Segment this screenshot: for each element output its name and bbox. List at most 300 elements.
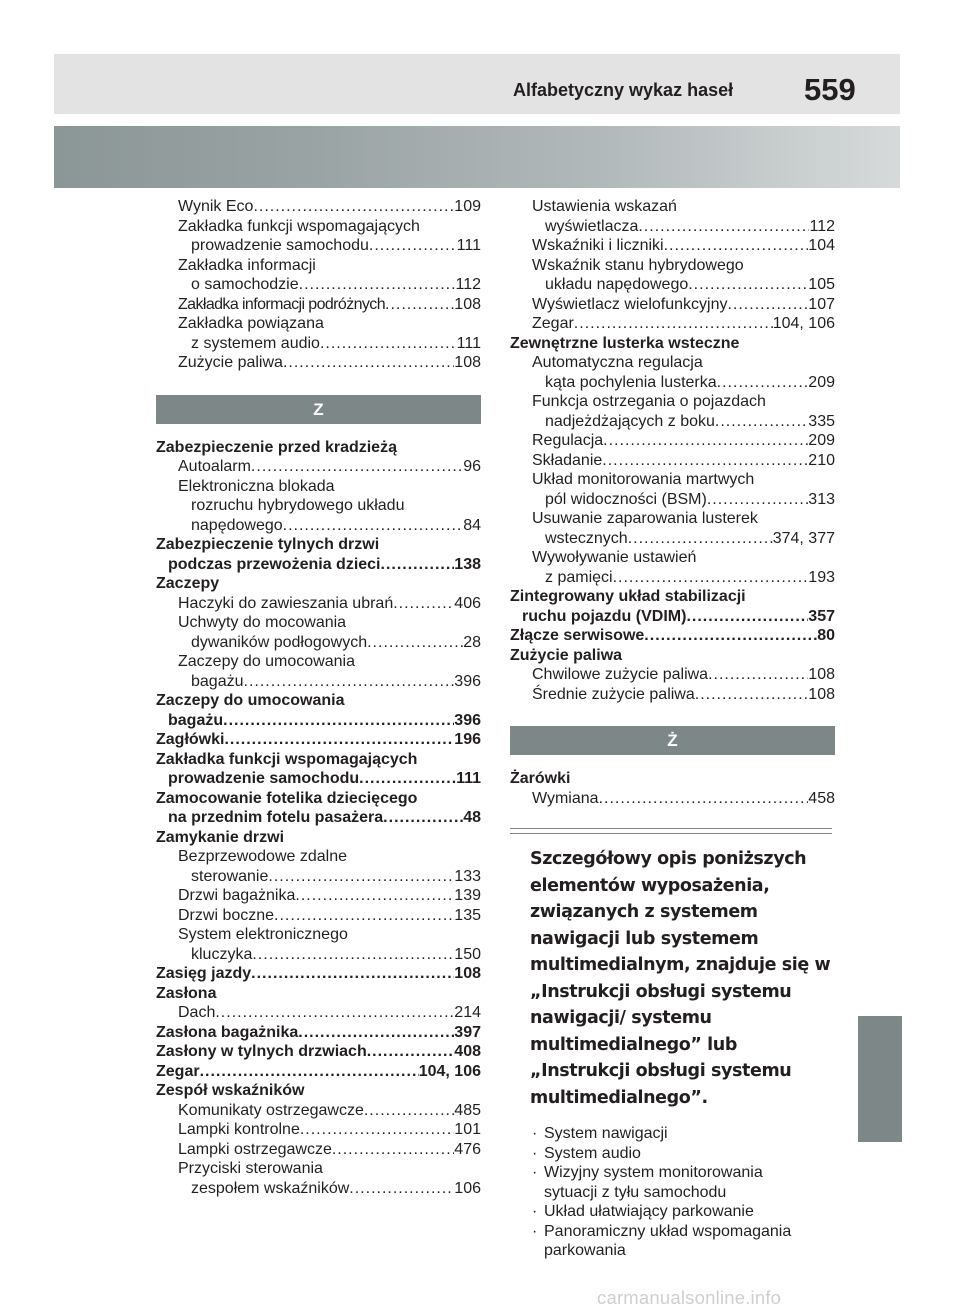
index-entry-line <box>156 672 481 692</box>
note-paragraph: Szczegółowy opis poniższych elementów wyposażenia, związanych z systemem nawigacji lub systemem multimedialnym, znajduje się w „Instrukcji obsługi systemu nawigacji/ systemu multimedialnego” lub „Instrukcji obsługi systemu multimedialnego”. <box>530 849 831 1108</box>
page-reference: 135 <box>454 906 481 924</box>
index-entry-line <box>156 457 481 477</box>
dot-leader <box>320 334 457 354</box>
index-entry <box>510 665 835 685</box>
index-list <box>156 197 481 373</box>
entry-label: Zużycie paliwa <box>510 646 623 664</box>
entry-label: Zakładka funkcji wspomagających <box>178 217 420 235</box>
bullet-item <box>530 1144 835 1164</box>
index-entry <box>156 1023 481 1043</box>
dot-leader <box>251 964 454 984</box>
dot-leader <box>628 529 773 549</box>
entry-label: Zakładka powiązana <box>178 315 324 332</box>
dot-leader <box>708 665 808 685</box>
entry-label: Elektroniczna blokada <box>178 477 335 495</box>
entry-label: kąta pochylenia lusterka <box>545 373 717 391</box>
dot-leader <box>644 626 817 646</box>
index-entry <box>156 353 481 373</box>
index-entry <box>156 1042 481 1062</box>
dot-leader <box>688 275 808 295</box>
entry-label: Zespół wskaźników <box>156 1082 305 1099</box>
index-entry-line <box>156 295 481 315</box>
index-entry-line <box>156 633 481 653</box>
index-entry-line <box>156 334 481 354</box>
bullet-text: Układ ułatwiający parkowanie <box>544 1203 754 1220</box>
dot-leader <box>717 373 809 393</box>
entry-label: Regulacja <box>532 432 604 449</box>
page-reference: 48 <box>463 809 481 826</box>
entry-label: Wywoływanie ustawień <box>532 549 697 566</box>
page-reference: 476 <box>454 1140 481 1158</box>
entry-label: Zaczepy do umocowania <box>156 692 345 709</box>
page-reference: 84 <box>463 516 481 534</box>
dot-leader <box>298 1023 454 1043</box>
bullet-item <box>530 1222 835 1261</box>
double-divider <box>510 828 832 834</box>
index-entry <box>510 587 835 626</box>
dot-leader <box>244 672 455 692</box>
bullet-item <box>530 1124 835 1144</box>
entry-label: rozruchu hybrydowego układu <box>191 497 405 514</box>
index-entry-line <box>156 1179 481 1199</box>
index-entry-line <box>510 295 835 315</box>
dot-leader <box>383 808 463 828</box>
watermark: carmanualsonline.info <box>597 1287 782 1308</box>
index-entry-line <box>156 1023 481 1043</box>
index-entry <box>510 769 835 789</box>
index-entry <box>510 392 835 431</box>
entry-label: sterowanie <box>191 867 269 885</box>
dot-leader <box>638 217 809 237</box>
index-entry-line <box>156 1140 481 1160</box>
index-entry-line <box>156 711 481 731</box>
dot-leader <box>602 451 808 471</box>
bullet-dot-icon: · <box>532 1222 538 1240</box>
page-reference: 104 <box>808 237 835 254</box>
entry-label: układu napędowego <box>545 276 689 293</box>
page-reference: 109 <box>454 198 481 215</box>
bullet-dot-icon: · <box>532 1164 538 1181</box>
index-entry-line <box>510 607 835 627</box>
dot-leader <box>664 236 809 256</box>
entry-label: Lampki kontrolne <box>178 1121 300 1138</box>
page-reference: 108 <box>454 965 481 982</box>
index-entry <box>156 925 481 964</box>
index-entry <box>156 847 481 886</box>
entry-label: prowadzenie samochodu <box>191 237 369 254</box>
index-entry <box>510 509 835 548</box>
index-entry <box>510 295 835 315</box>
entry-label: Wynik Eco <box>178 198 254 215</box>
bullet-text: System nawigacji <box>544 1125 668 1142</box>
index-entry-line <box>510 490 835 510</box>
index-entry <box>156 535 481 574</box>
index-entry-line <box>156 197 481 217</box>
page-reference: 112 <box>809 217 835 235</box>
entry-label: Ustawienia wskazań <box>532 198 677 215</box>
dot-leader <box>268 867 454 887</box>
entry-label: Zegar <box>156 1062 200 1080</box>
entry-label: Drzwi bagażnika <box>178 887 296 904</box>
page-reference: 80 <box>817 627 835 644</box>
entry-label: Przyciski sterowania <box>178 1160 323 1177</box>
page-reference: 396 <box>454 672 481 690</box>
index-entry-line <box>156 1003 481 1023</box>
index-entry <box>510 256 835 295</box>
index-entry-line <box>510 431 835 451</box>
page-reference: 406 <box>454 594 481 612</box>
entry-label: Wskaźnik stanu hybrydowego <box>532 256 744 274</box>
index-entry-line <box>510 217 835 237</box>
index-column-right <box>510 197 835 1261</box>
entry-label: Zabezpieczenie przed kradzieżą <box>156 438 397 456</box>
bullet-text: Wizyjny system monitorowania sytuacji z tyłu samochodu <box>544 1164 763 1201</box>
entry-label: z systemem audio <box>191 334 320 352</box>
index-entry-line <box>510 275 835 295</box>
index-entry <box>156 691 481 730</box>
entry-label: Automatyczna regulacja <box>532 354 703 371</box>
entry-label: Zakładka informacji <box>178 256 316 274</box>
entry-label: prowadzenie samochodu <box>168 770 360 787</box>
entry-label: Zagłówki <box>156 731 225 748</box>
dot-leader <box>295 886 454 906</box>
dot-leader <box>599 789 809 809</box>
page-reference: 108 <box>454 354 481 371</box>
dot-leader <box>715 412 808 432</box>
entry-label: ruchu pojazdu (VDIM) <box>522 607 687 625</box>
page-reference: 104, 106 <box>418 1062 481 1080</box>
dot-leader <box>364 1101 454 1121</box>
dot-leader <box>332 1140 454 1160</box>
index-entry <box>156 256 481 295</box>
bullet-item <box>530 1202 835 1222</box>
entry-label: Zasłona <box>156 984 217 1002</box>
index-entry <box>156 314 481 353</box>
dot-leader <box>603 431 808 451</box>
dot-leader <box>381 555 455 575</box>
dot-leader <box>695 685 809 705</box>
thumb-index-tab <box>858 1016 902 1142</box>
index-entry-line <box>156 867 481 887</box>
entry-label: Zamocowanie fotelika dziecięcego <box>156 789 418 807</box>
page-reference: 111 <box>456 237 481 254</box>
page-reference: 193 <box>808 568 835 586</box>
page-reference: 408 <box>454 1043 481 1060</box>
entry-label: zespołem wskaźników <box>191 1179 350 1197</box>
entry-label: wstecznych <box>545 529 628 547</box>
page-reference: 133 <box>454 867 481 885</box>
dot-leader <box>200 1062 419 1082</box>
index-entry <box>510 353 835 392</box>
dot-leader <box>252 945 454 965</box>
dot-leader <box>283 516 464 536</box>
index-entry <box>156 906 481 926</box>
dot-leader <box>215 1003 454 1023</box>
index-entry <box>156 730 481 750</box>
page-reference: 357 <box>808 607 835 625</box>
dot-leader <box>369 236 457 256</box>
dot-leader <box>393 594 454 614</box>
entry-label: Wymiana <box>532 789 599 807</box>
entry-label: Zużycie paliwa <box>178 354 283 371</box>
entry-label: Drzwi boczne <box>178 906 275 924</box>
page-reference: 108 <box>808 666 835 683</box>
index-entry <box>156 984 481 1004</box>
section-letter-z-dot: Ż <box>510 726 835 755</box>
entry-label: Zaczepy <box>156 575 220 592</box>
entry-label: wyświetlacza <box>545 217 639 235</box>
index-entry-line <box>156 1042 481 1062</box>
entry-label: Zasięg jazdy <box>156 965 252 982</box>
index-entry <box>156 1003 481 1023</box>
index-entry <box>156 1120 481 1140</box>
dot-leader <box>359 769 456 789</box>
entry-label: Lampki ostrzegawcze <box>178 1140 332 1158</box>
entry-label: Układ monitorowania martwych <box>532 471 755 488</box>
dot-leader <box>274 906 454 926</box>
index-entry-line <box>156 1062 481 1082</box>
index-entry-line <box>156 516 481 536</box>
header-title: Alfabetyczny wykaz haseł <box>513 80 734 100</box>
index-entry <box>156 1062 481 1082</box>
index-entry <box>510 334 835 354</box>
entry-label: Zaczepy do umocowania <box>178 653 355 670</box>
page-reference: 214 <box>454 1004 481 1021</box>
index-entry <box>510 548 835 587</box>
index-entry-line <box>510 451 835 471</box>
index-entry <box>156 1101 481 1121</box>
index-entry-line <box>156 906 481 926</box>
dot-leader <box>707 490 808 510</box>
dot-leader <box>574 314 773 334</box>
index-entry-line <box>510 529 835 549</box>
entry-label: Wskaźniki i liczniki <box>532 237 664 254</box>
entry-label: Żarówki <box>510 770 571 787</box>
entry-label: na przednim fotelu pasażera <box>168 809 384 826</box>
index-entry-line <box>156 353 481 373</box>
entry-label: Złącze serwisowe <box>510 627 645 644</box>
index-entry <box>156 750 481 789</box>
entry-label: Zabezpieczenie tylnych drzwi <box>156 536 380 553</box>
entry-label: dywaników podłogowych <box>191 633 368 651</box>
index-entry-line <box>510 685 835 705</box>
entry-label: Chwilowe zużycie paliwa <box>532 666 709 683</box>
entry-label: Zakładka informacji podróżnych <box>178 295 385 313</box>
index-entry-line <box>510 665 835 685</box>
index-entry-line <box>156 808 481 828</box>
index-entry <box>510 685 835 705</box>
page-reference: 105 <box>808 276 835 293</box>
bullet-text: System audio <box>544 1144 641 1162</box>
page-reference: 485 <box>454 1101 481 1119</box>
index-entry <box>156 789 481 828</box>
bullet-dot-icon: · <box>532 1144 538 1162</box>
entry-label: podczas przewożenia dzieci <box>168 555 381 573</box>
index-entry-line <box>156 886 481 906</box>
entry-label: kluczyka <box>191 945 253 963</box>
index-entry-line <box>510 373 835 393</box>
index-entry <box>156 1140 481 1160</box>
index-entry <box>156 574 481 594</box>
index-entry <box>156 1159 481 1198</box>
dot-leader <box>367 1042 455 1062</box>
index-entry-line <box>510 568 835 588</box>
index-entry-line <box>510 412 835 432</box>
index-entry <box>156 828 481 848</box>
dot-leader <box>367 633 463 653</box>
page-reference: 458 <box>808 789 835 807</box>
index-entry-line <box>156 964 481 984</box>
dot-leader <box>251 457 463 477</box>
entry-label: Zamykanie drzwi <box>156 828 285 846</box>
index-entry <box>510 431 835 451</box>
header-band <box>54 54 900 114</box>
entry-label: pól widoczności (BSM) <box>545 490 707 508</box>
index-entry <box>156 438 481 458</box>
header-gradient-band <box>54 126 900 188</box>
entry-label: Dach <box>178 1004 216 1021</box>
dot-leader <box>299 275 456 295</box>
dot-leader <box>300 1120 454 1140</box>
index-list <box>510 197 835 704</box>
page-reference: 96 <box>463 458 481 475</box>
entry-label: Zewnętrzne lusterka wsteczne <box>510 334 740 352</box>
index-entry <box>510 646 835 666</box>
bullet-text: Panoramiczny układ wspomagania parkowania <box>544 1222 792 1259</box>
entry-label: Bezprzewodowe zdalne <box>178 848 347 865</box>
index-entry <box>510 236 835 256</box>
index-entry <box>510 626 835 646</box>
entry-label: nadjeżdżających z boku <box>545 412 715 430</box>
page-reference: 210 <box>808 451 835 469</box>
page-reference: 139 <box>454 887 481 904</box>
index-list <box>156 438 481 1199</box>
page-reference: 107 <box>808 295 835 313</box>
dot-leader <box>727 295 808 315</box>
entry-label: Zakładka funkcji wspomagających <box>156 750 418 768</box>
page-reference: 335 <box>808 412 835 430</box>
page-reference: 106 <box>454 1179 481 1197</box>
page-reference: 104, 106 <box>772 315 835 332</box>
index-entry-line <box>156 769 481 789</box>
page-reference: 396 <box>454 711 481 729</box>
page-reference: 150 <box>454 945 481 963</box>
entry-label: Średnie zużycie paliwa <box>532 685 695 703</box>
entry-label: Zintegrowany układ stabilizacji <box>510 588 746 605</box>
page-reference: 138 <box>454 555 481 573</box>
index-entry-line <box>156 275 481 295</box>
entry-label: Zegar <box>532 315 574 332</box>
index-entry <box>510 197 835 236</box>
index-entry <box>156 652 481 691</box>
page-reference: 313 <box>808 490 835 508</box>
entry-label: o samochodzie <box>191 276 299 293</box>
page-reference: 209 <box>808 373 835 391</box>
index-entry-line <box>156 1120 481 1140</box>
index-entry-line <box>510 626 835 646</box>
entry-label: Funkcja ostrzegania o pojazdach <box>532 393 766 410</box>
index-entry <box>156 197 481 217</box>
page-reference: 108 <box>454 295 481 313</box>
index-entry <box>510 451 835 471</box>
index-entry <box>510 789 835 809</box>
index-entry-line <box>156 1101 481 1121</box>
entry-label: napędowego <box>191 516 283 534</box>
page-reference: 209 <box>808 432 835 449</box>
index-entry <box>156 613 481 652</box>
bullet-list <box>510 1124 835 1261</box>
index-entry <box>156 457 481 477</box>
entry-label: Autoalarm <box>178 458 251 475</box>
entry-label: Zasłona bagażnika <box>156 1023 299 1041</box>
dot-leader <box>253 197 454 217</box>
entry-label: System elektronicznego <box>178 926 348 943</box>
entry-label: bagażu <box>168 711 224 729</box>
page-reference: 108 <box>808 685 835 703</box>
index-entry <box>510 314 835 334</box>
index-entry-line <box>156 236 481 256</box>
index-entry-line <box>510 789 835 809</box>
index-column-left <box>156 197 481 1198</box>
dot-leader <box>613 568 809 588</box>
entry-label: bagażu <box>191 672 244 690</box>
entry-label: Haczyki do zawieszania ubrań <box>178 594 394 612</box>
entry-label: Zasłony w tylnych drzwiach <box>156 1043 367 1060</box>
section-letter-z: Z <box>156 395 481 424</box>
dot-leader <box>385 295 454 315</box>
entry-label: Uchwyty do mocowania <box>178 614 347 631</box>
entry-label: z pamięci <box>545 568 613 586</box>
page-number: 559 <box>804 72 856 107</box>
dot-leader <box>686 607 808 627</box>
dot-leader <box>283 353 454 373</box>
index-entry-line <box>510 236 835 256</box>
dot-leader <box>223 711 454 731</box>
entry-label: Komunikaty ostrzegawcze <box>178 1101 364 1119</box>
index-entry-line <box>510 314 835 334</box>
page-reference: 196 <box>454 731 481 748</box>
page-reference: 101 <box>454 1121 481 1138</box>
index-entry-line <box>156 945 481 965</box>
index-entry <box>156 964 481 984</box>
page-reference: 28 <box>463 633 481 651</box>
index-list <box>510 769 835 808</box>
entry-label: Usuwanie zaparowania lusterek <box>532 510 758 527</box>
index-entry <box>156 594 481 614</box>
page-reference: 112 <box>455 276 481 293</box>
bullet-dot-icon: · <box>532 1203 538 1220</box>
page-reference: 397 <box>454 1023 481 1041</box>
index-entry-line <box>156 555 481 575</box>
index-entry-line <box>156 730 481 750</box>
index-entry-line <box>156 594 481 614</box>
entry-label: Składanie <box>532 451 603 469</box>
index-entry <box>156 217 481 256</box>
bullet-dot-icon: · <box>532 1125 538 1142</box>
bullet-item <box>530 1163 835 1202</box>
index-entry <box>156 1081 481 1101</box>
index-entry <box>156 295 481 315</box>
page-reference: 374, 377 <box>772 529 835 547</box>
page-reference: 111 <box>456 334 481 352</box>
index-entry <box>510 470 835 509</box>
entry-label: Wyświetlacz wielofunkcyjny <box>532 295 728 313</box>
index-entry <box>156 886 481 906</box>
dot-leader <box>224 730 454 750</box>
index-entry <box>156 477 481 536</box>
page-reference: 111 <box>456 770 481 787</box>
dot-leader <box>349 1179 454 1199</box>
